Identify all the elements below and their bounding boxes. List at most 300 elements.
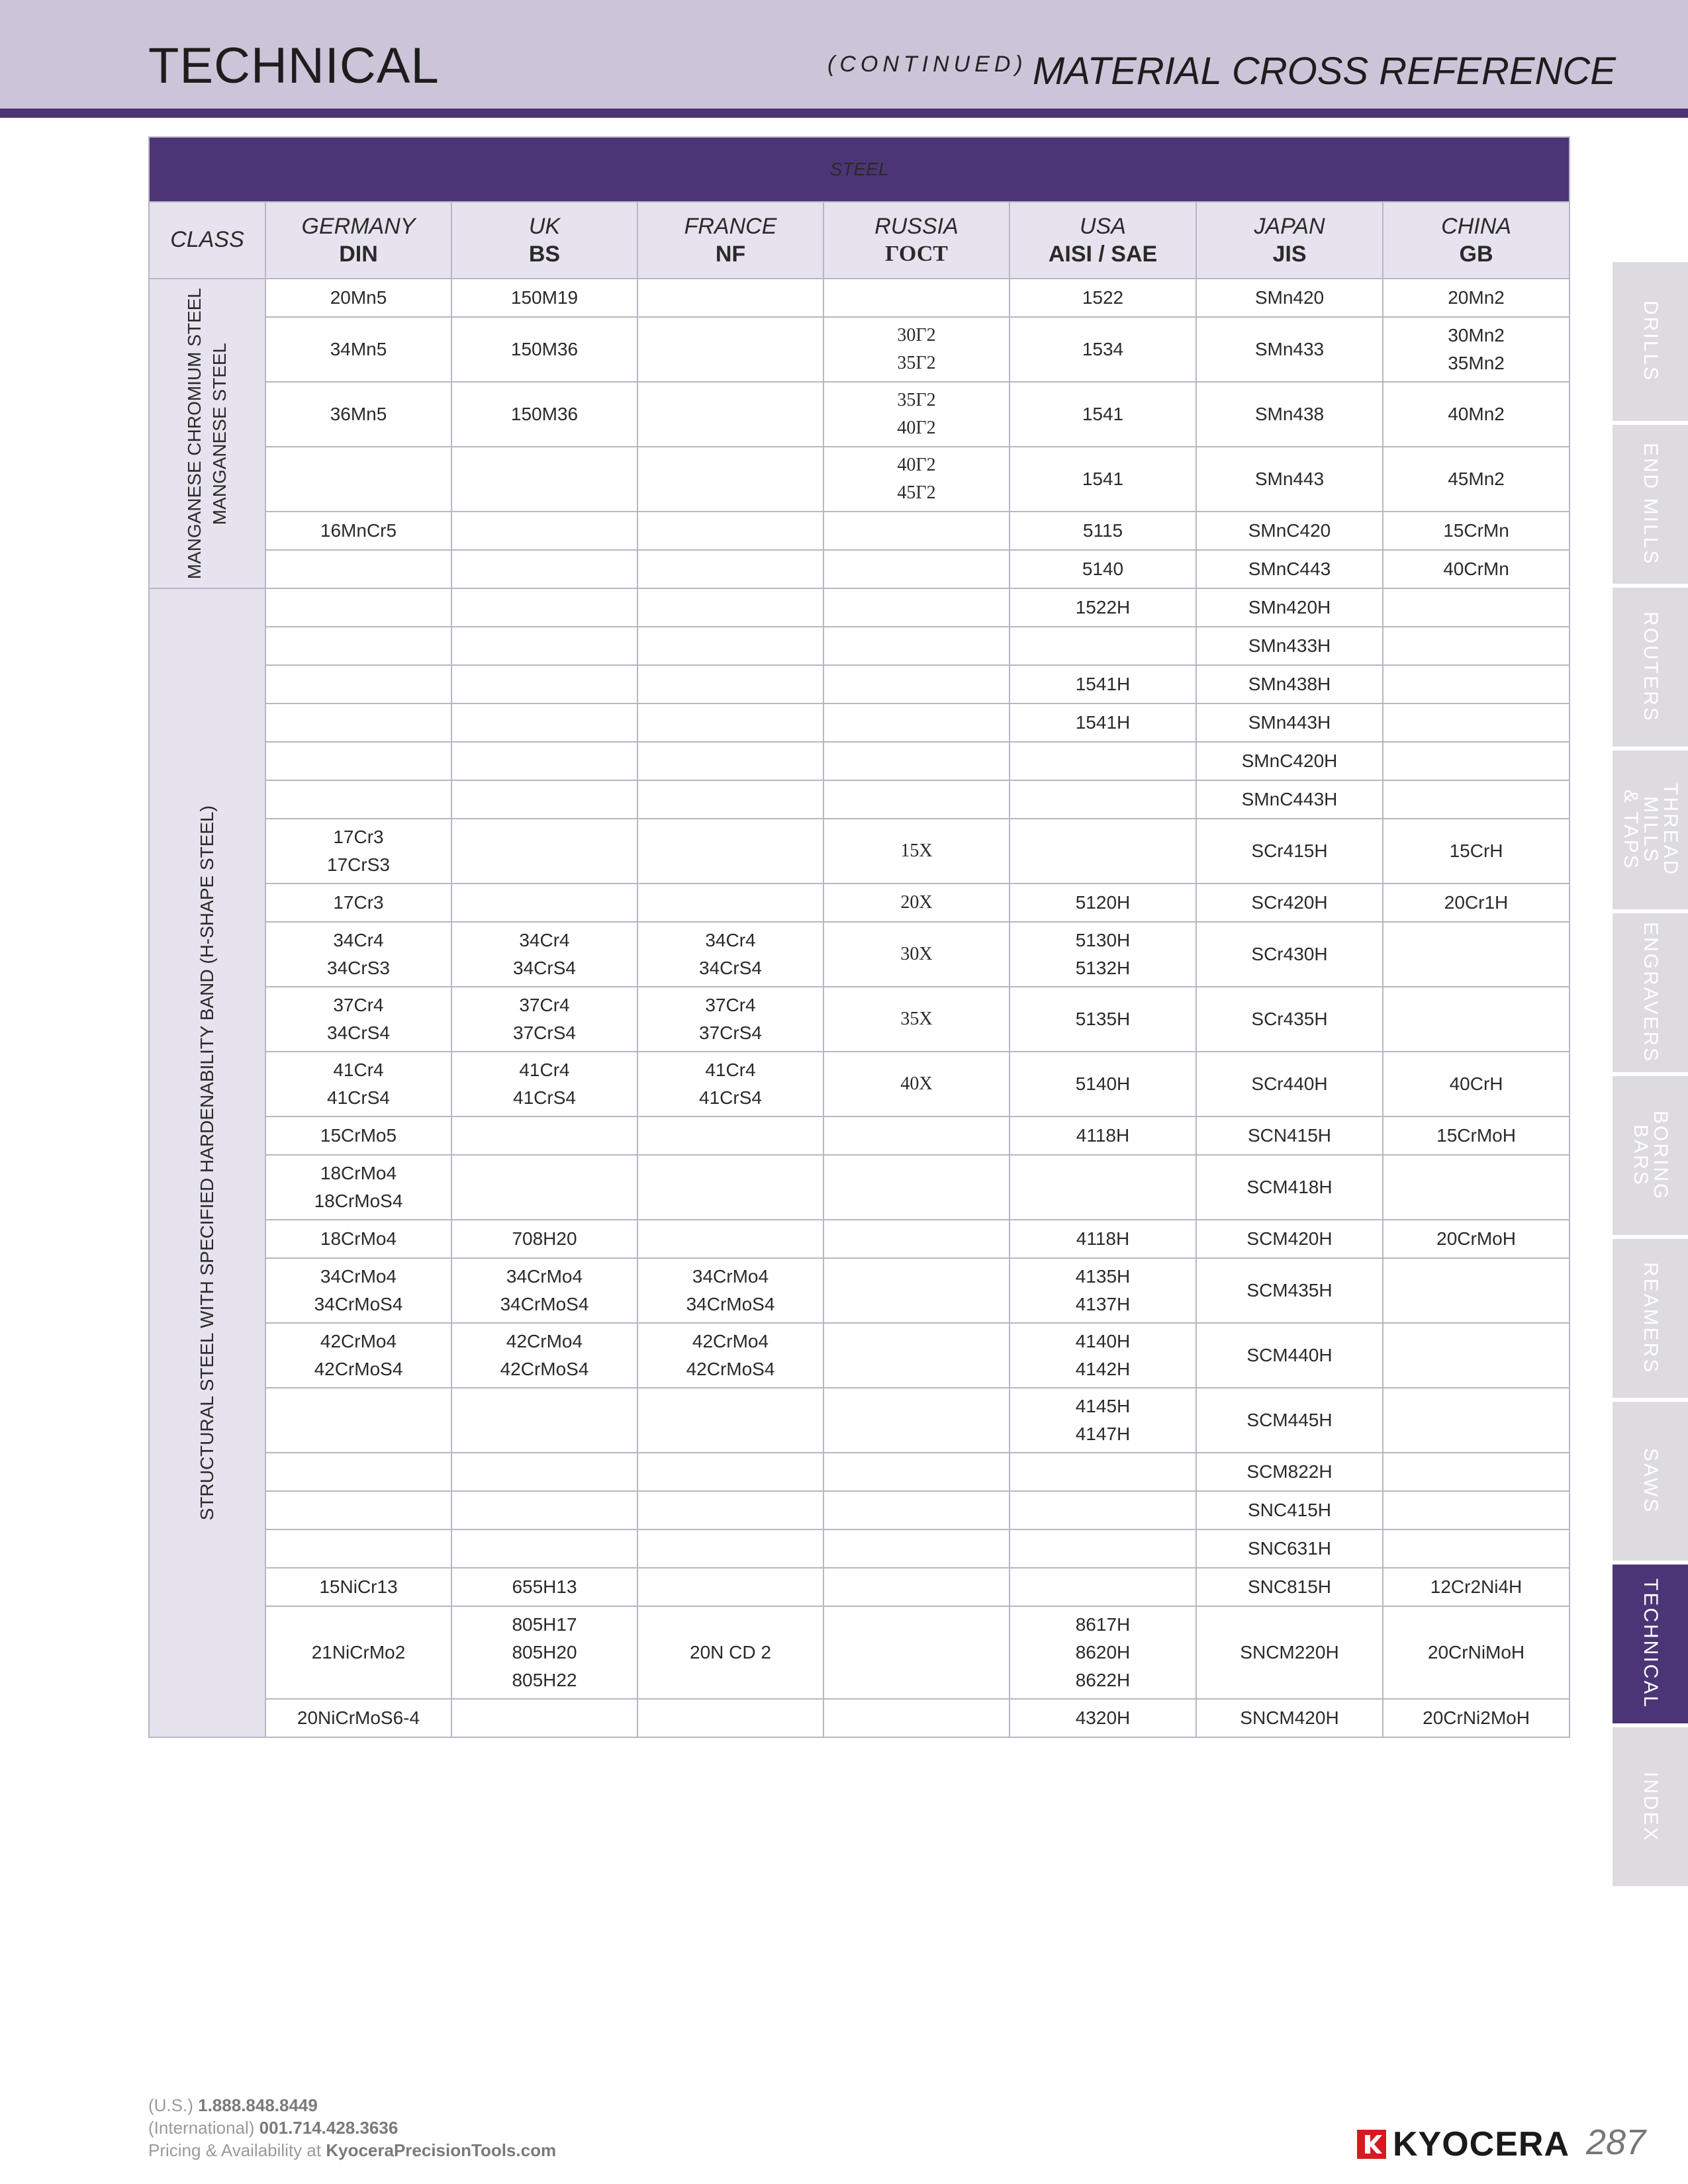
grade-cell-russia bbox=[823, 1491, 1009, 1529]
table-row bbox=[149, 1453, 1570, 1491]
grade-value: SNCM220H bbox=[1240, 1642, 1339, 1662]
grade-value: 42CrMoS4 bbox=[686, 1359, 775, 1379]
grade-value: 4135H bbox=[1075, 1266, 1131, 1287]
table-row bbox=[149, 512, 1570, 550]
grade-cell-germany bbox=[265, 382, 451, 447]
side-tab-label: INDEX bbox=[1640, 1771, 1662, 1843]
grade-cell-china bbox=[1383, 1258, 1570, 1323]
grade-value: 150M19 bbox=[510, 287, 579, 308]
grade-cell-germany bbox=[265, 987, 451, 1052]
grade-value: SMn443H bbox=[1248, 712, 1331, 733]
grade-cell-france bbox=[637, 1699, 823, 1737]
grade-cell-russia bbox=[823, 987, 1009, 1052]
grade-cell-russia bbox=[823, 819, 1009, 884]
grade-cell-china bbox=[1383, 1699, 1570, 1737]
grade-cell-uk bbox=[451, 1568, 637, 1606]
grade-cell-china bbox=[1383, 704, 1570, 742]
grade-cell-china bbox=[1383, 512, 1570, 550]
grade-cell-germany bbox=[265, 1529, 451, 1568]
grade-cell-france bbox=[637, 1453, 823, 1491]
grade-cell-japan bbox=[1196, 1453, 1383, 1491]
grade-value: 20CrNi2MoH bbox=[1423, 1707, 1530, 1728]
table-row bbox=[149, 742, 1570, 780]
grade-value: 41Cr4 bbox=[333, 1060, 384, 1080]
grade-value: 4137H bbox=[1075, 1294, 1131, 1314]
grade-cell-japan bbox=[1196, 704, 1383, 742]
country-name: GERMANY bbox=[301, 214, 416, 239]
material-cross-reference-table bbox=[148, 136, 1570, 1738]
side-tab-label: BORING BARS bbox=[1630, 1110, 1671, 1201]
grade-value: SMn443 bbox=[1254, 469, 1325, 489]
grade-cell-china bbox=[1383, 1155, 1570, 1220]
grade-cell-usa bbox=[1009, 1258, 1196, 1323]
grade-value: 17Cr3 bbox=[333, 827, 384, 847]
grade-cell-germany bbox=[265, 780, 451, 819]
grade-value: 37CrS4 bbox=[699, 1023, 762, 1043]
grade-value: 1541H bbox=[1075, 712, 1131, 733]
grade-value: 34CrS4 bbox=[513, 958, 576, 978]
grade-value: 37Cr4 bbox=[333, 995, 384, 1015]
class-label: STRUCTURAL STEEL WITH SPECIFIED HARDENABILITY BAND (H-SHAPE STEEL) bbox=[197, 805, 217, 1521]
grade-value: SMnC443 bbox=[1248, 559, 1331, 579]
grade-value: 5140 bbox=[1082, 559, 1124, 579]
grade-cell-usa bbox=[1009, 1155, 1196, 1220]
grade-cell-usa bbox=[1009, 987, 1196, 1052]
grade-value: 34CrS4 bbox=[699, 958, 762, 978]
grade-cell-japan bbox=[1196, 819, 1383, 884]
grade-cell-germany bbox=[265, 1155, 451, 1220]
grade-value: SCM822H bbox=[1246, 1461, 1333, 1482]
table-row bbox=[149, 987, 1570, 1052]
grade-cell-france bbox=[637, 1388, 823, 1453]
grade-value: SCr435H bbox=[1251, 1009, 1328, 1029]
grade-value: 45Mn2 bbox=[1448, 469, 1505, 489]
grade-cell-france bbox=[637, 1606, 823, 1699]
grade-cell-russia bbox=[823, 780, 1009, 819]
grade-value: SMn438H bbox=[1248, 674, 1331, 694]
grade-value: 15X bbox=[900, 841, 933, 861]
grade-cell-japan bbox=[1196, 1699, 1383, 1737]
grade-value: 8622H bbox=[1075, 1670, 1131, 1690]
grade-cell-usa bbox=[1009, 742, 1196, 780]
grade-cell-uk bbox=[451, 1606, 637, 1699]
grade-value: 42CrMo4 bbox=[320, 1331, 397, 1351]
grade-cell-france bbox=[637, 1258, 823, 1323]
continued-label: (CONTINUED) bbox=[827, 52, 1027, 77]
kyocera-logo-icon bbox=[1356, 2128, 1387, 2160]
grade-cell-france bbox=[637, 279, 823, 317]
grade-value: 40Mn2 bbox=[1448, 404, 1505, 424]
side-tab-end-mills[interactable] bbox=[1613, 425, 1688, 584]
side-tab-boring-bars[interactable] bbox=[1613, 1076, 1688, 1235]
us-phone: 1.888.848.8449 bbox=[198, 2095, 318, 2115]
grade-value: SNC631H bbox=[1247, 1538, 1332, 1559]
grade-cell-france bbox=[637, 1116, 823, 1155]
grade-cell-germany bbox=[265, 1491, 451, 1529]
grade-cell-russia bbox=[823, 317, 1009, 382]
grade-cell-japan bbox=[1196, 382, 1383, 447]
grade-value: SMn420H bbox=[1248, 597, 1331, 617]
class-label: MANGANESE CHROMIUM STEEL MANGANESE STEEL bbox=[184, 287, 230, 580]
grade-value: SMnC443H bbox=[1241, 789, 1338, 809]
grade-value: 35X bbox=[900, 1009, 933, 1029]
intl-phone-line: (International) 001.714.428.3636 bbox=[148, 2118, 399, 2138]
side-tab-label: TECHNICAL bbox=[1640, 1578, 1662, 1709]
grade-cell-uk bbox=[451, 987, 637, 1052]
grade-value: 40Г2 bbox=[897, 418, 936, 438]
grade-value: SNC815H bbox=[1247, 1576, 1332, 1597]
grade-value: 18CrMoS4 bbox=[314, 1191, 403, 1211]
grade-value: 15CrH bbox=[1449, 841, 1503, 861]
grade-cell-japan bbox=[1196, 1116, 1383, 1155]
grade-cell-france bbox=[637, 447, 823, 512]
grade-value: SCM440H bbox=[1246, 1345, 1333, 1365]
grade-value: 34CrMo4 bbox=[320, 1266, 397, 1287]
website-link[interactable]: KyoceraPrecisionTools.com bbox=[326, 2140, 557, 2160]
side-tab-engravers[interactable] bbox=[1613, 913, 1688, 1072]
grade-cell-japan bbox=[1196, 1323, 1383, 1388]
grade-cell-usa bbox=[1009, 1220, 1196, 1258]
grade-cell-russia bbox=[823, 588, 1009, 627]
grade-cell-germany bbox=[265, 1699, 451, 1737]
kyocera-logo: KYOCERA bbox=[1356, 2126, 1570, 2163]
grade-cell-russia bbox=[823, 1388, 1009, 1453]
grade-value: SCM435H bbox=[1246, 1280, 1333, 1300]
grade-cell-japan bbox=[1196, 922, 1383, 987]
grade-value: 15NiCr13 bbox=[319, 1576, 398, 1597]
grade-value: 21NiCrMo2 bbox=[311, 1642, 406, 1662]
grade-value: 36Mn5 bbox=[330, 404, 387, 424]
grade-value: 34CrMoS4 bbox=[686, 1294, 775, 1314]
grade-cell-china bbox=[1383, 1568, 1570, 1606]
grade-cell-france bbox=[637, 512, 823, 550]
side-tab-routers[interactable] bbox=[1613, 588, 1688, 747]
grade-cell-france bbox=[637, 884, 823, 922]
column-header-china bbox=[1383, 202, 1570, 279]
grade-value: SMn433 bbox=[1254, 339, 1325, 359]
column-header-germany bbox=[265, 202, 451, 279]
page-number: 287 bbox=[1586, 2122, 1646, 2162]
table-row bbox=[149, 665, 1570, 704]
grade-value: 5140H bbox=[1075, 1073, 1131, 1094]
grade-value: 34Cr4 bbox=[333, 930, 384, 950]
grade-cell-russia bbox=[823, 1529, 1009, 1568]
grade-value: SMnC420 bbox=[1248, 520, 1331, 541]
grade-cell-russia bbox=[823, 1155, 1009, 1220]
grade-cell-usa bbox=[1009, 512, 1196, 550]
grade-value: 4118H bbox=[1076, 1228, 1130, 1249]
grade-cell-germany bbox=[265, 1568, 451, 1606]
grade-cell-japan bbox=[1196, 1220, 1383, 1258]
grade-value: SCr420H bbox=[1251, 892, 1328, 913]
table-row bbox=[149, 447, 1570, 512]
grade-cell-germany bbox=[265, 279, 451, 317]
grade-cell-germany bbox=[265, 447, 451, 512]
grade-cell-usa bbox=[1009, 1491, 1196, 1529]
header-rule bbox=[0, 109, 1688, 118]
grade-value: SMnC420H bbox=[1241, 751, 1338, 771]
grade-value: 34Cr4 bbox=[519, 930, 570, 950]
grade-cell-russia bbox=[823, 550, 1009, 588]
side-tab-label: ROUTERS bbox=[1640, 612, 1662, 723]
grade-value: 41Cr4 bbox=[519, 1060, 570, 1080]
grade-cell-germany bbox=[265, 1388, 451, 1453]
grade-cell-france bbox=[637, 704, 823, 742]
grade-cell-russia bbox=[823, 627, 1009, 665]
grade-cell-russia bbox=[823, 382, 1009, 447]
grade-value: 42CrMoS4 bbox=[500, 1359, 589, 1379]
table-row bbox=[149, 819, 1570, 884]
grade-cell-usa bbox=[1009, 317, 1196, 382]
grade-cell-germany bbox=[265, 1606, 451, 1699]
grade-cell-germany bbox=[265, 1258, 451, 1323]
grade-value: 1541 bbox=[1082, 469, 1124, 489]
grade-cell-china bbox=[1383, 447, 1570, 512]
grade-cell-germany bbox=[265, 1052, 451, 1116]
table-row bbox=[149, 922, 1570, 987]
grade-cell-germany bbox=[265, 665, 451, 704]
standard-name: JIS bbox=[1272, 242, 1307, 267]
column-header-uk bbox=[451, 202, 637, 279]
side-tab-label: ENGRAVERS bbox=[1640, 922, 1662, 1064]
grade-cell-uk bbox=[451, 1323, 637, 1388]
page-title: TECHNICAL bbox=[148, 38, 440, 94]
grade-value: 16MnCr5 bbox=[320, 520, 397, 541]
grade-cell-uk bbox=[451, 1699, 637, 1737]
country-name: USA bbox=[1080, 214, 1126, 239]
grade-cell-japan bbox=[1196, 447, 1383, 512]
grade-cell-china bbox=[1383, 922, 1570, 987]
grade-value: 4147H bbox=[1075, 1424, 1131, 1444]
grade-cell-russia bbox=[823, 1116, 1009, 1155]
grade-value: 34CrMoS4 bbox=[314, 1294, 403, 1314]
standard-name: BS bbox=[528, 242, 561, 267]
country-name: UK bbox=[528, 214, 561, 239]
grade-cell-france bbox=[637, 317, 823, 382]
grade-cell-germany bbox=[265, 704, 451, 742]
grade-value: 34Mn5 bbox=[330, 339, 387, 359]
grade-cell-japan bbox=[1196, 512, 1383, 550]
grade-cell-russia bbox=[823, 665, 1009, 704]
table-row bbox=[149, 1529, 1570, 1568]
grade-value: 8617H bbox=[1075, 1614, 1131, 1635]
grade-cell-usa bbox=[1009, 447, 1196, 512]
grade-cell-usa bbox=[1009, 588, 1196, 627]
pricing-line: Pricing & Availability at KyoceraPrecisionTools.com bbox=[148, 2140, 557, 2160]
grade-cell-germany bbox=[265, 1323, 451, 1388]
column-header-france bbox=[637, 202, 823, 279]
grade-value: SCM418H bbox=[1246, 1177, 1333, 1197]
grade-value: SCM420H bbox=[1246, 1228, 1333, 1249]
column-header-usa bbox=[1009, 202, 1196, 279]
grade-cell-uk bbox=[451, 447, 637, 512]
grade-cell-germany bbox=[265, 819, 451, 884]
grade-value: SNCM420H bbox=[1240, 1707, 1339, 1728]
grade-cell-uk bbox=[451, 819, 637, 884]
grade-value: 40X bbox=[900, 1073, 933, 1094]
us-phone-line: (U.S.) 1.888.848.8449 bbox=[148, 2095, 318, 2115]
grade-cell-france bbox=[637, 1568, 823, 1606]
grade-value: 805H22 bbox=[512, 1670, 577, 1690]
grade-cell-uk bbox=[451, 665, 637, 704]
grade-value: 1522H bbox=[1075, 597, 1131, 617]
grade-value: 15CrMn bbox=[1443, 520, 1509, 541]
table-row bbox=[149, 1388, 1570, 1453]
grade-cell-france bbox=[637, 742, 823, 780]
grade-cell-uk bbox=[451, 704, 637, 742]
standard-name: AISI / SAE bbox=[1048, 242, 1158, 267]
grade-cell-usa bbox=[1009, 627, 1196, 665]
section-title: STEEL bbox=[149, 137, 1570, 202]
grade-value: 20CrNiMoH bbox=[1427, 1642, 1525, 1662]
grade-cell-russia bbox=[823, 1258, 1009, 1323]
grade-value: 5130H bbox=[1075, 930, 1131, 950]
grade-cell-uk bbox=[451, 1388, 637, 1453]
side-tab-saws[interactable] bbox=[1613, 1402, 1688, 1561]
grade-cell-japan bbox=[1196, 1388, 1383, 1453]
grade-value: 41CrS4 bbox=[513, 1087, 576, 1108]
side-tab-drills[interactable] bbox=[1613, 262, 1688, 421]
grade-value: 150M36 bbox=[510, 339, 579, 359]
grade-cell-germany bbox=[265, 1116, 451, 1155]
grade-cell-usa bbox=[1009, 382, 1196, 447]
grade-cell-usa bbox=[1009, 1116, 1196, 1155]
grade-value: 41CrS4 bbox=[699, 1087, 762, 1108]
grade-value: 20N CD 2 bbox=[690, 1642, 771, 1662]
grade-cell-france bbox=[637, 1220, 823, 1258]
grade-cell-china bbox=[1383, 780, 1570, 819]
grade-cell-uk bbox=[451, 588, 637, 627]
class-header: CLASS bbox=[149, 202, 265, 279]
table-row bbox=[149, 1323, 1570, 1388]
grade-value: 40CrMn bbox=[1443, 559, 1509, 579]
grade-cell-uk bbox=[451, 550, 637, 588]
standard-name: NF bbox=[715, 242, 746, 267]
grade-value: 805H20 bbox=[512, 1642, 577, 1662]
table-row bbox=[149, 884, 1570, 922]
grade-value: 12Cr2Ni4H bbox=[1430, 1576, 1523, 1597]
grade-cell-russia bbox=[823, 884, 1009, 922]
table-row bbox=[149, 317, 1570, 382]
country-name: JAPAN bbox=[1254, 214, 1325, 239]
grade-cell-uk bbox=[451, 512, 637, 550]
grade-cell-usa bbox=[1009, 1568, 1196, 1606]
grade-value: 20X bbox=[900, 892, 933, 913]
grade-value: 805H17 bbox=[512, 1614, 577, 1635]
grade-cell-uk bbox=[451, 1052, 637, 1116]
grade-cell-uk bbox=[451, 317, 637, 382]
column-header-russia bbox=[823, 202, 1009, 279]
grade-value: 17CrS3 bbox=[327, 854, 390, 875]
grade-cell-usa bbox=[1009, 550, 1196, 588]
side-tab-index[interactable] bbox=[1613, 1727, 1688, 1886]
grade-value: 42CrMo4 bbox=[506, 1331, 583, 1351]
grade-cell-japan bbox=[1196, 665, 1383, 704]
grade-cell-china bbox=[1383, 987, 1570, 1052]
grade-value: 30X bbox=[900, 944, 933, 964]
grade-value: 1522 bbox=[1082, 287, 1124, 308]
grade-cell-china bbox=[1383, 665, 1570, 704]
side-tab-technical[interactable] bbox=[1613, 1565, 1688, 1723]
intl-phone: 001.714.428.3636 bbox=[259, 2118, 399, 2138]
grade-cell-germany bbox=[265, 550, 451, 588]
grade-cell-china bbox=[1383, 1491, 1570, 1529]
grade-cell-china bbox=[1383, 1323, 1570, 1388]
grade-cell-china bbox=[1383, 1116, 1570, 1155]
grade-value: 20Cr1H bbox=[1444, 892, 1509, 913]
class-cell bbox=[149, 588, 265, 1737]
grade-cell-japan bbox=[1196, 987, 1383, 1052]
grade-value: 1534 bbox=[1082, 339, 1124, 359]
table-row bbox=[149, 780, 1570, 819]
side-tab-thread-mills-taps[interactable] bbox=[1613, 751, 1688, 909]
grade-cell-france bbox=[637, 627, 823, 665]
grade-value: 18CrMo4 bbox=[320, 1228, 397, 1249]
grade-value: 35Г2 bbox=[897, 390, 936, 410]
grade-cell-russia bbox=[823, 1606, 1009, 1699]
grade-value: SMn420 bbox=[1254, 287, 1325, 308]
grade-value: 4118H bbox=[1076, 1125, 1130, 1146]
grade-cell-uk bbox=[451, 1155, 637, 1220]
grade-cell-usa bbox=[1009, 1699, 1196, 1737]
grade-cell-japan bbox=[1196, 884, 1383, 922]
grade-cell-france bbox=[637, 780, 823, 819]
side-tab-label: REAMERS bbox=[1640, 1262, 1662, 1375]
grade-cell-japan bbox=[1196, 1155, 1383, 1220]
table-row bbox=[149, 550, 1570, 588]
side-tab-label: THREAD MILLS & TAPS bbox=[1620, 783, 1681, 877]
grade-cell-france bbox=[637, 922, 823, 987]
grade-cell-france bbox=[637, 382, 823, 447]
grade-cell-japan bbox=[1196, 780, 1383, 819]
grade-cell-usa bbox=[1009, 884, 1196, 922]
class-cell bbox=[149, 279, 265, 588]
contact-footer bbox=[148, 2094, 556, 2161]
grade-cell-france bbox=[637, 1155, 823, 1220]
grade-cell-germany bbox=[265, 742, 451, 780]
grade-value: 30Mn2 bbox=[1448, 325, 1505, 345]
grade-cell-uk bbox=[451, 742, 637, 780]
grade-cell-russia bbox=[823, 279, 1009, 317]
grade-cell-germany bbox=[265, 627, 451, 665]
grade-value: 45Г2 bbox=[897, 482, 936, 503]
grade-cell-usa bbox=[1009, 780, 1196, 819]
grade-value: 30Г2 bbox=[897, 325, 936, 345]
grade-value: SMn433H bbox=[1248, 635, 1331, 656]
grade-cell-germany bbox=[265, 1220, 451, 1258]
grade-value: 1541 bbox=[1082, 404, 1124, 424]
table-row bbox=[149, 279, 1570, 317]
grade-cell-germany bbox=[265, 884, 451, 922]
grade-cell-france bbox=[637, 1491, 823, 1529]
grade-cell-japan bbox=[1196, 550, 1383, 588]
grade-cell-japan bbox=[1196, 1568, 1383, 1606]
side-tab-label: END MILLS bbox=[1640, 443, 1662, 566]
grade-value: 150M36 bbox=[510, 404, 579, 424]
grade-cell-russia bbox=[823, 1220, 1009, 1258]
grade-cell-france bbox=[637, 987, 823, 1052]
grade-cell-uk bbox=[451, 382, 637, 447]
grade-cell-japan bbox=[1196, 588, 1383, 627]
grade-cell-japan bbox=[1196, 627, 1383, 665]
side-tab-reamers[interactable] bbox=[1613, 1239, 1688, 1398]
grade-cell-germany bbox=[265, 512, 451, 550]
grade-value: 5120H bbox=[1075, 892, 1131, 913]
grade-cell-uk bbox=[451, 1258, 637, 1323]
side-tab-label: DRILLS bbox=[1640, 300, 1662, 383]
grade-value: 655H13 bbox=[512, 1576, 577, 1597]
grade-cell-china bbox=[1383, 1606, 1570, 1699]
